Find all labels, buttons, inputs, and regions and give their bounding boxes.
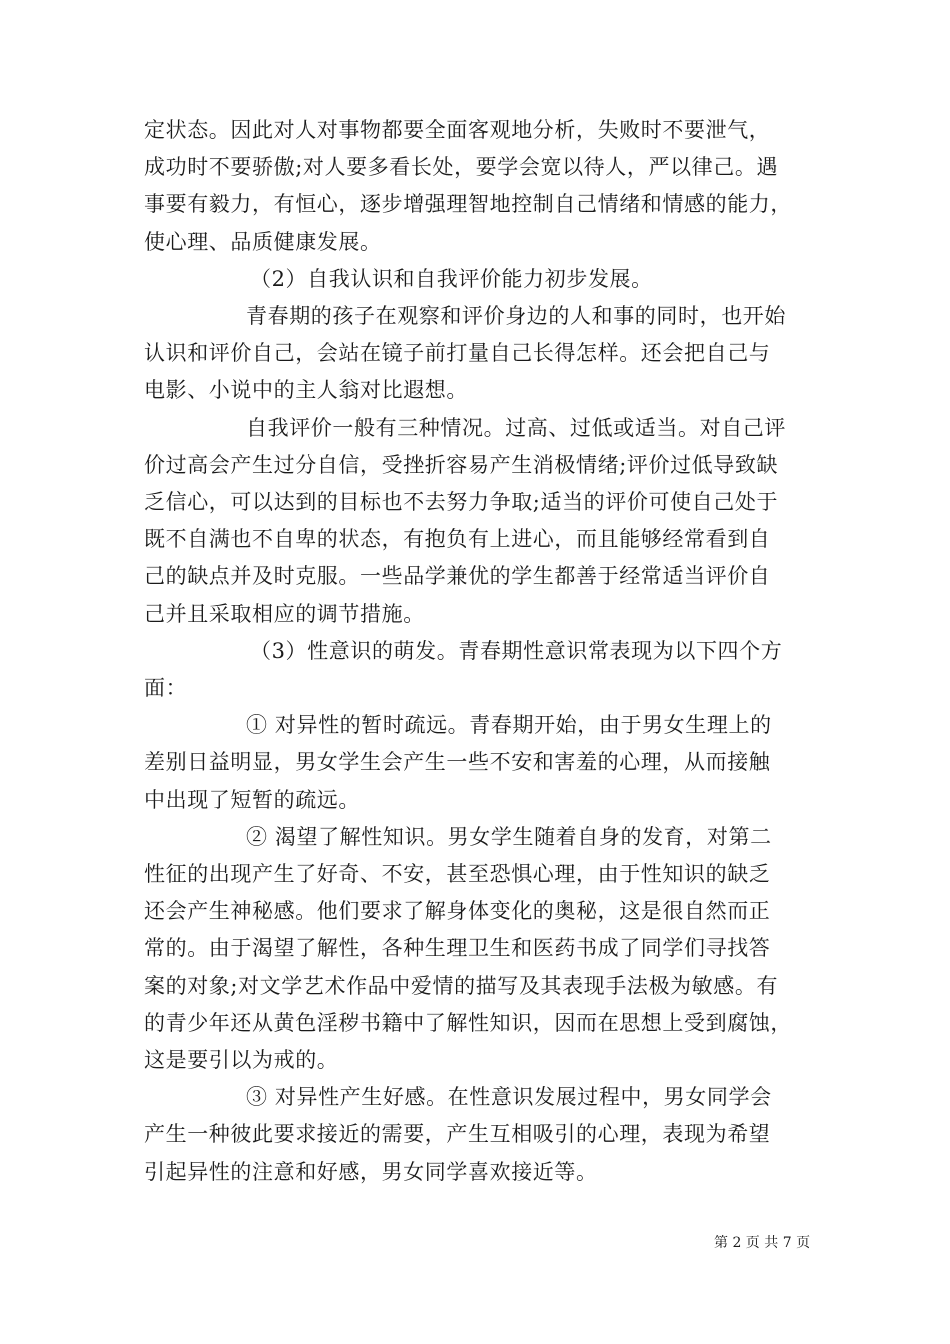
- text-line: 产生一种彼此要求接近的需要，产生互相吸引的心理，表现为希望: [144, 1122, 771, 1147]
- document-page: [144, 112, 812, 1191]
- text-line: 价过高会产生过分自信，受挫折容易产生消极情绪;评价过低导致缺: [144, 452, 779, 477]
- section-heading: [144, 261, 812, 298]
- text-line: 青春期的孩子在观察和评价身边的人和事的同时，也开始: [246, 304, 786, 329]
- text-line: ② 渴望了解性知识。男女学生随着自身的发育，对第二: [246, 824, 772, 849]
- text-line: 自我评价一般有三种情况。过高、过低或适当。对自己评: [246, 415, 786, 440]
- text-line: 既不自满也不自卑的状态，有抱负有上进心，而且能够经常看到自: [144, 527, 771, 552]
- text-line: ① 对异性的暂时疏远。青春期开始，由于男女生理上的: [246, 713, 772, 738]
- text-line: ③ 对异性产生好感。在性意识发展过程中，男女同学会: [246, 1085, 772, 1110]
- body-paragraph: [144, 707, 812, 819]
- text-line: 还会产生神秘感。他们要求了解身体变化的奥秘，这是很自然而正: [144, 899, 771, 924]
- body-paragraph: [144, 112, 812, 261]
- text-line: 案的对象;对文学艺术作品中爱情的描写及其表现手法极为敏感。有: [144, 973, 779, 998]
- text-line: 认识和评价自己，会站在镜子前打量自己长得怎样。还会把自己与: [144, 341, 771, 366]
- text-line: （3）性意识的萌发。青春期性意识常表现为以下四个方: [250, 638, 783, 663]
- text-line: 乏信心，可以达到的目标也不去努力争取;适当的评价可使自己处于: [144, 490, 779, 515]
- text-line: 己并且采取相应的调节措施。: [144, 601, 425, 626]
- body-paragraph: [144, 410, 812, 633]
- text-line: 这是要引以为戒的。: [144, 1048, 339, 1073]
- text-line: 定状态。因此对人对事物都要全面客观地分析，失败时不要泄气，: [144, 118, 771, 142]
- text-line: 使心理、品质健康发展。: [144, 229, 382, 254]
- text-line: 引起异性的注意和好感，男女同学喜欢接近等。: [144, 1159, 598, 1184]
- text-line: 面：: [144, 676, 188, 701]
- text-line: 差别日益明显，男女学生会产生一些不安和害羞的心理，从而接触: [144, 750, 771, 775]
- text-line: 事要有毅力，有恒心，逐步增强理智地控制自己情绪和情感的能力，: [144, 192, 792, 217]
- body-paragraph: [144, 819, 812, 1079]
- text-line: 中出现了短暂的疏远。: [144, 787, 360, 812]
- text-line: 性征的出现产生了好奇、不安，甚至恐惧心理，由于性知识的缺乏: [144, 862, 771, 887]
- text-line: 成功时不要骄傲;对人要多看长处，要学会宽以待人，严以律己。遇: [144, 155, 779, 180]
- text-line: 的青少年还从黄色淫秽书籍中了解性知识，因而在思想上受到腐蚀，: [144, 1010, 792, 1035]
- text-line: 电影、小说中的主人翁对比遐想。: [144, 378, 468, 403]
- text-line: 己的缺点并及时克服。一些品学兼优的学生都善于经常适当评价自: [144, 564, 771, 589]
- section-heading: [144, 633, 812, 707]
- page-number-footer: 第 2 页 共 7 页: [714, 1235, 811, 1251]
- body-paragraph: [144, 298, 812, 410]
- text-line: （2）自我认识和自我评价能力初步发展。: [250, 266, 653, 291]
- body-paragraph: [144, 1079, 812, 1191]
- text-line: 常的。由于渴望了解性，各种生理卫生和医药书成了同学们寻找答: [144, 936, 771, 961]
